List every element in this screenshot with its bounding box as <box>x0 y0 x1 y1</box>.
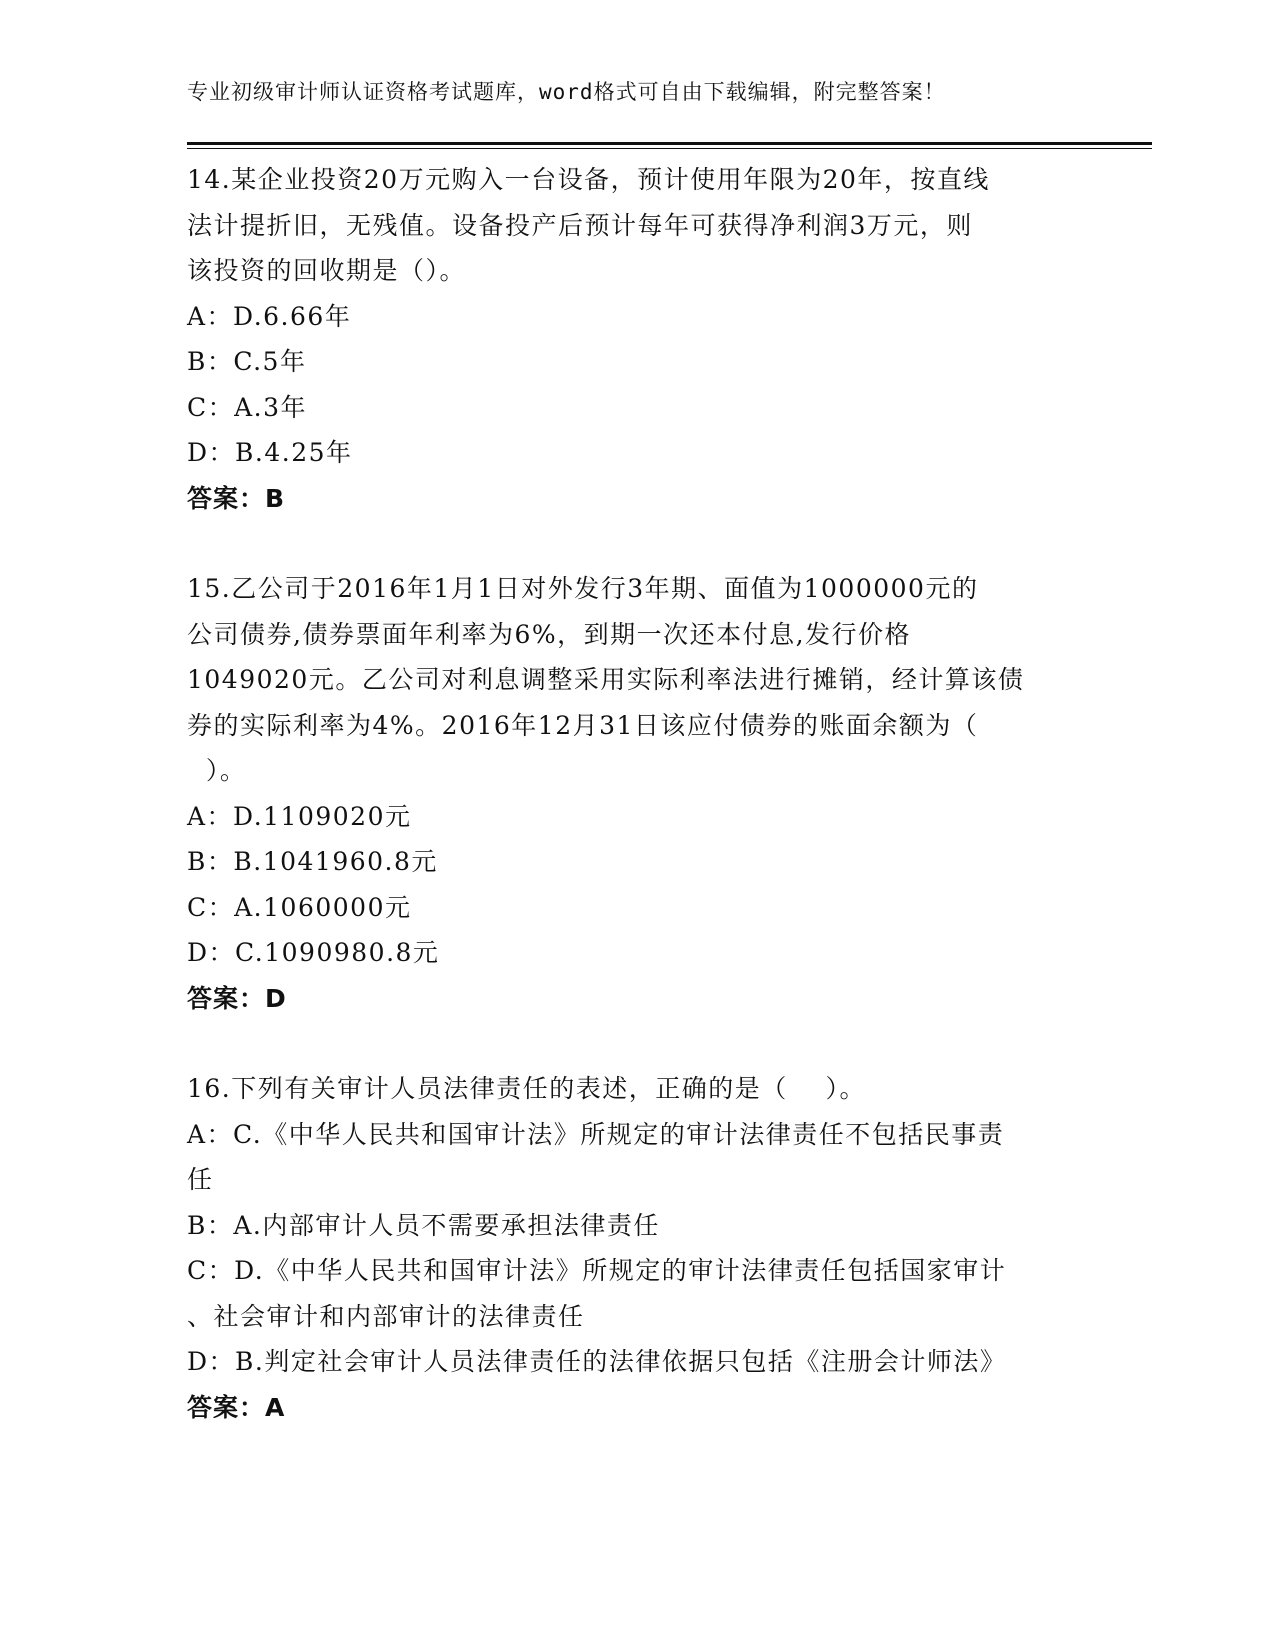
option-c: C：A.1060000元 <box>187 892 412 922</box>
question-stem-line: 法计提折旧，无残值。设备投产后预计每年可获得净利润3万元，则 <box>187 210 973 240</box>
question-14 <box>187 157 1087 521</box>
header-divider-thin <box>187 148 1152 149</box>
answer-label: 答案：B <box>187 483 286 513</box>
page-header: 专业初级审计师认证资格考试题库，word格式可自由下载编辑，附完整答案！ <box>187 80 946 104</box>
option-c: C：A.3年 <box>187 392 308 422</box>
option-d: D：B.4.25年 <box>187 438 353 467</box>
option-a: A：C.《中华人民共和国审计法》所规定的审计法律责任不包括民事责 <box>187 1119 1005 1149</box>
option-a: A：D.6.66年 <box>187 301 352 331</box>
header-divider-thick <box>187 142 1152 145</box>
option-b: B：A.内部审计人员不需要承担法律责任 <box>187 1210 660 1240</box>
question-15 <box>187 566 1087 1021</box>
option-a-continued: 任 <box>187 1165 214 1194</box>
option-b: B：C.5年 <box>187 347 307 376</box>
spacer <box>187 1021 1087 1066</box>
spacer <box>187 521 1087 566</box>
question-stem-line: 公司债券,债券票面年利率为6%，到期一次还本付息,发行价格 <box>187 619 912 649</box>
option-c-continued: 、社会审计和内部审计的法律责任 <box>187 1301 585 1331</box>
question-list <box>187 157 1087 1430</box>
answer-label: 答案：A <box>187 1392 286 1422</box>
question-stem-line: 15.乙公司于2016年1月1日对外发行3年期、面值为1000000元的 <box>187 574 979 603</box>
option-b: B：B.1041960.8元 <box>187 847 438 876</box>
question-stem-line: 1049020元。乙公司对利息调整采用实际利率法进行摊销，经计算该债 <box>187 665 1025 694</box>
option-d: D：C.1090980.8元 <box>187 938 440 967</box>
option-c: C：D.《中华人民共和国审计法》所规定的审计法律责任包括国家审计 <box>187 1256 1007 1285</box>
question-16 <box>187 1066 1087 1430</box>
option-a: A：D.1109020元 <box>187 801 412 831</box>
question-stem-line: 该投资的回收期是（）。 <box>187 256 467 285</box>
question-stem-line: 16.下列有关审计人员法律责任的表述，正确的是（ ）。 <box>187 1074 867 1103</box>
question-stem-line: ）。 <box>187 756 247 785</box>
question-stem-line: 14.某企业投资20万元购入一台设备，预计使用年限为20年，按直线 <box>187 165 990 194</box>
question-stem-line: 券的实际利率为4%。2016年12月31日该应付债券的账面余额为（ <box>187 710 979 740</box>
answer-label: 答案：D <box>187 983 287 1013</box>
option-d: D：B.判定社会审计人员法律责任的法律依据只包括《注册会计师法》 <box>187 1347 1007 1376</box>
